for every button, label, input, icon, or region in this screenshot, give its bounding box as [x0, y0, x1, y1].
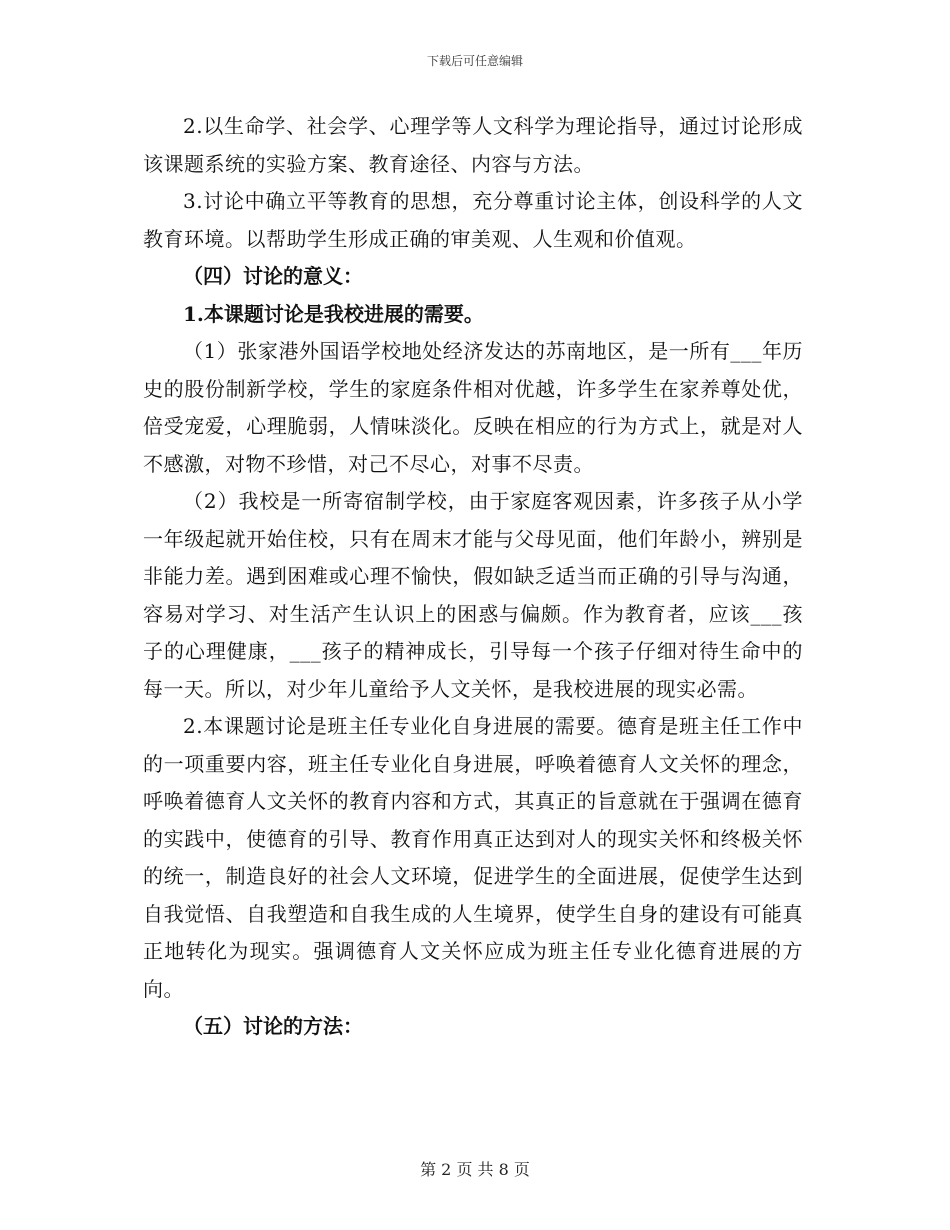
section-heading-significance: （四）讨论的意义： — [183, 264, 363, 288]
paragraph-method-3: 3.讨论中确立平等教育的思想，充分尊重讨论主体，创设科学的人文教育环境。以帮助学生形成正确的审美观、人生观和价值观。 — [143, 189, 803, 251]
document-body — [143, 108, 803, 1046]
paragraph-method-2: 2.以生命学、社会学、心理学等人文科学为理论指导，通过讨论形成该课题系统的实验方案、教育途径、内容与方法。 — [143, 114, 803, 176]
paragraph-teacher-development: 2.本课题讨论是班主任专业化自身进展的需要。德育是班主任工作中的一项重要内容，班主任专业化自身进展，呼唤着德育人文关怀的理念，呼唤着德育人文关怀的教育内容和方式，其真正的旨意就在于强调在德育的实践中，使德育的引导、教育作用真正达到对人的现实关怀和终极关怀的统一，制造良好的社会人文环境，促进学生的全面进展，促使学生达到自我觉悟、自我塑造和自我生成的人生境界，使学生自身的建设有可能真正地转化为现实。强调德育人文关怀应成为班主任专业化德育进展的方向。 — [143, 714, 803, 1001]
section-heading-method: （五）讨论的方法： — [183, 1014, 363, 1038]
paragraph-school-location: （1）张家港外国语学校地处经济发达的苏南地区，是一所有___年历史的股份制新学校，学生的家庭条件相对优越，许多学生在家养尊处优，倍受宠爱，心理脆弱，人情味淡化。反映在相应的行为方式上，就是对人不感激，对物不珍惜，对己不尽心，对事不尽责。 — [143, 339, 803, 476]
page-header: 下载后可任意编辑 — [426, 54, 523, 68]
page-footer: 第 2 页 共 8 页 — [420, 1160, 530, 1179]
subheading-school-development: 1.本课题讨论是我校进展的需要。 — [183, 301, 484, 326]
paragraph-boarding-school: （2）我校是一所寄宿制学校，由于家庭客观因素，许多孩子从小学一年级起就开始住校，只有在周末才能与父母见面，他们年龄小，辨别是非能力差。遇到困难或心理不愉快，假如缺乏适当而正确的引导与沟通，容易对学习、对生活产生认识上的困惑与偏颇。作为教育者，应该___孩子的心理健康，___孩子的精神成长，引导每一个孩子仔细对待生命中的每一天。所以，对少年儿童给予人文关怀，是我校进展的现实必需。 — [143, 489, 803, 701]
